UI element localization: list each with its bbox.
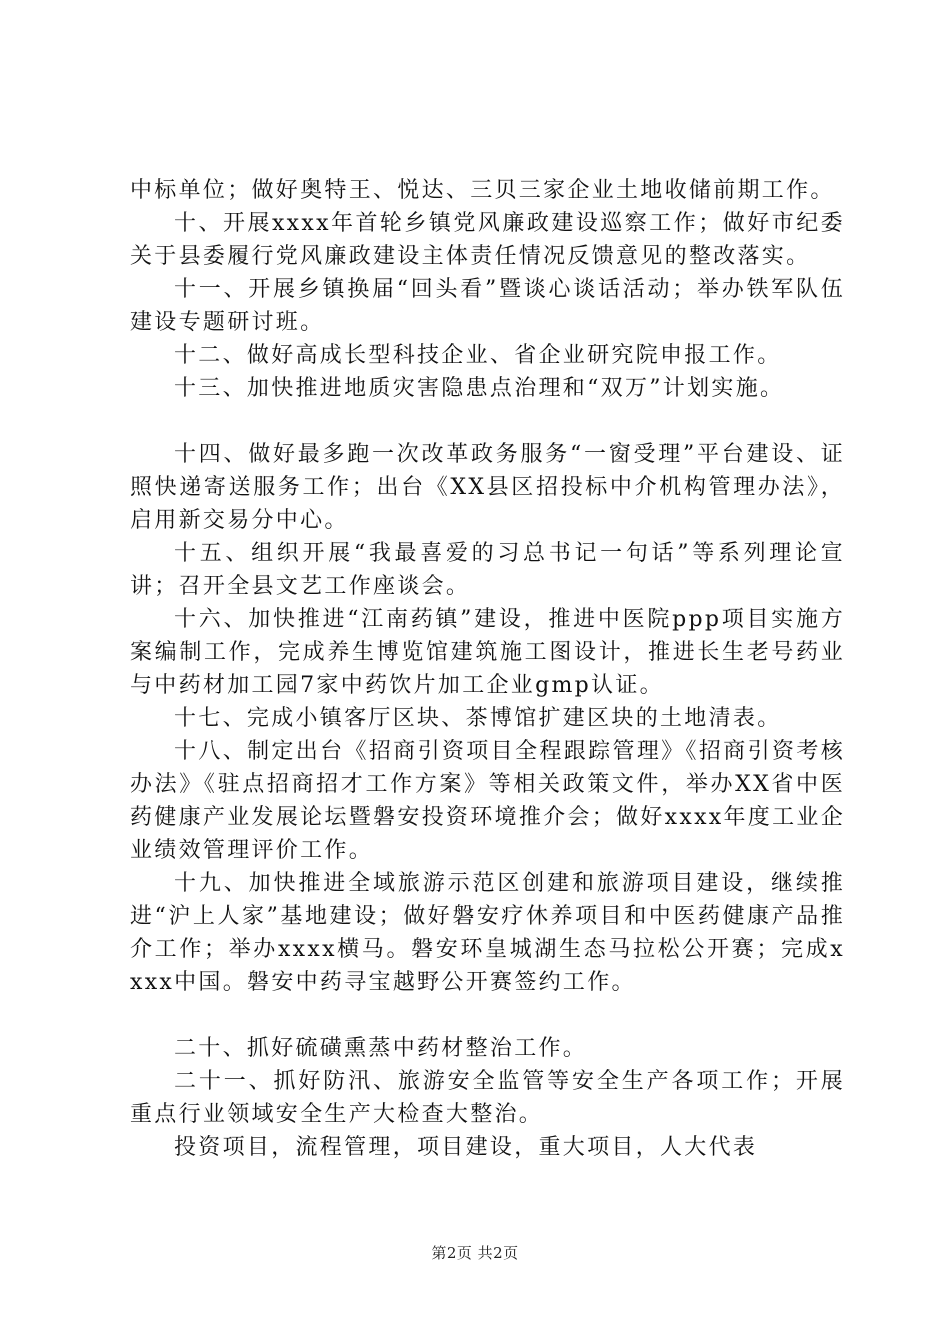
document-body <box>130 174 845 1164</box>
page-number-footer: 第2页 共2页 <box>431 1244 519 1262</box>
paragraph-item-13: 十三、加快推进地质灾害隐患点治理和“双万”计划实施。 <box>174 376 785 401</box>
paragraph-item-11: 十一、开展乡镇换届“回头看”暨谈心谈话活动；举办铁军队伍建设专题研讨班。 <box>130 277 845 335</box>
paragraph-item-16: 十六、加快推进“江南药镇”建设，推进中医院ppp项目实施方案编制工作，完成养生博览馆建筑施工图设计，推进长生老号药业与中药材加工园7家中药饮片加工企业gmp认证。 <box>130 607 845 698</box>
keywords-line: 投资项目，流程管理，项目建设，重大项目，人大代表 <box>174 1135 758 1160</box>
paragraph-item-20: 二十、抓好硫磺熏蒸中药材整治工作。 <box>174 1036 588 1061</box>
paragraph-item-17: 十七、完成小镇客厅区块、茶博馆扩建区块的土地清表。 <box>174 706 782 731</box>
paragraph-item-14: 十四、做好最多跑一次改革政务服务“一窗受理”平台建设、证照快递寄送服务工作；出台《XX县区招投标中介机构管理办法》，启用新交易分中心。 <box>130 442 845 533</box>
paragraph-item-12: 十二、做好高成长型科技企业、省企业研究院申报工作。 <box>174 343 782 368</box>
paragraph-spacer <box>130 405 845 438</box>
paragraph-continuation: 中标单位；做好奥特王、悦达、三贝三家企业土地收储前期工作。 <box>130 178 835 203</box>
paragraph-item-19: 十九、加快推进全域旅游示范区创建和旅游项目建设，继续推进“沪上人家”基地建设；做好磐安疗休养项目和中医药健康产品推介工作；举办xxxx横马。磐安环皇城湖生态马拉松公开赛；完成xxxx中国。磐安中药寻宝越野公开赛签约工作。 <box>130 871 845 995</box>
paragraph-item-15: 十五、组织开展“我最喜爱的习总书记一句话”等系列理论宣讲；召开全县文艺工作座谈会。 <box>130 541 845 599</box>
paragraph-item-10: 十、开展xxxx年首轮乡镇党风廉政建设巡察工作；做好市纪委关于县委履行党风廉政建设主体责任情况反馈意见的整改落实。 <box>130 211 845 269</box>
paragraph-item-21: 二十一、抓好防汛、旅游安全监管等安全生产各项工作；开展重点行业领域安全生产大检查大整治。 <box>130 1069 845 1127</box>
paragraph-item-18: 十八、制定出台《招商引资项目全程跟踪管理》《招商引资考核办法》《驻点招商招才工作方案》等相关政策文件，举办XX省中医药健康产业发展论坛暨磐安投资环境推介会；做好xxxx年度工业企业绩效管理评价工作。 <box>130 739 845 863</box>
paragraph-spacer <box>130 999 845 1032</box>
